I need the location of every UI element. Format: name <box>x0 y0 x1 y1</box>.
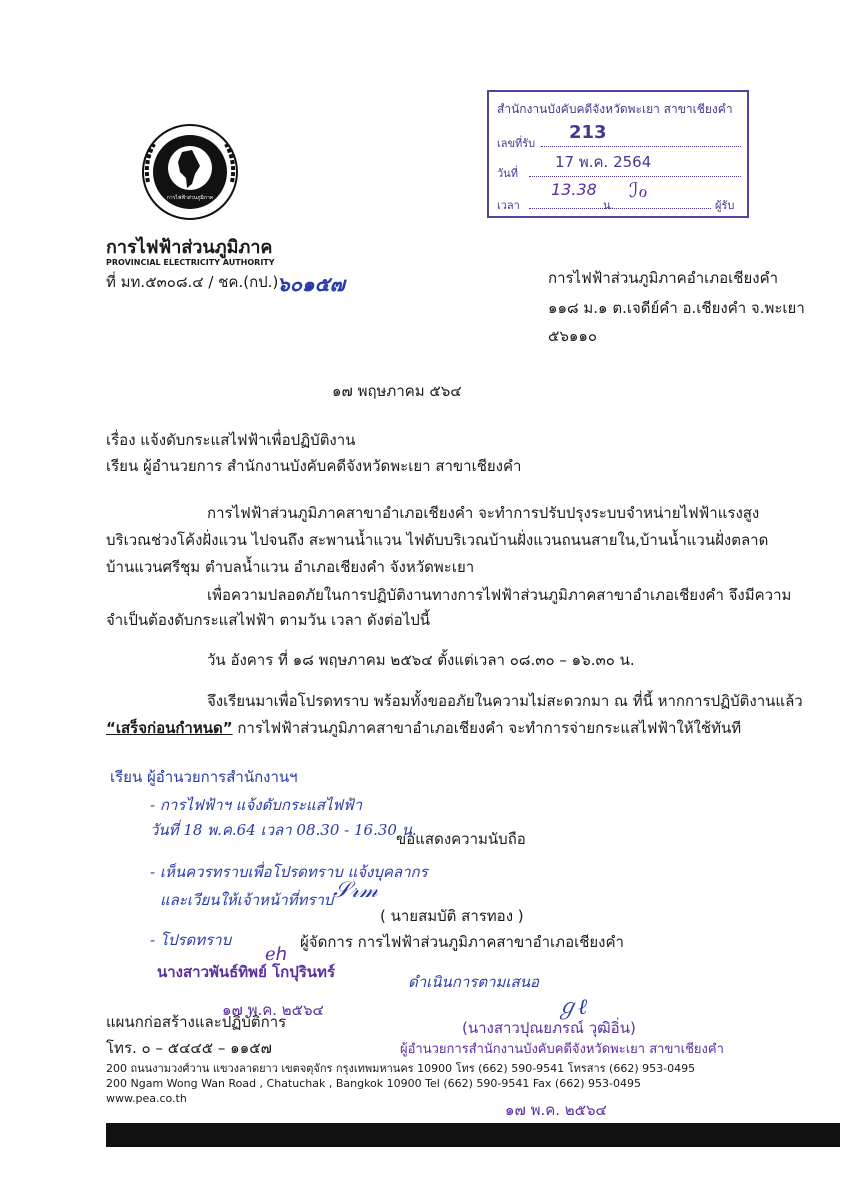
body-p1-line1: การไฟฟ้าส่วนภูมิภาคสาขาอำเภอเชียงคำ จะทำการปรับปรุงระบบจำหน่ายไฟฟ้าแรงสูง <box>207 504 760 522</box>
director-date-stamp: ๑๗ พ.ค. ๒๕๖๔ <box>505 1101 607 1119</box>
stamp-date-value: 17 พ.ค. 2564 <box>555 153 652 171</box>
outage-schedule: วัน อังคาร ที่ ๑๘ พฤษภาคม ๒๕๖๔ ตั้งแต่เวลา ๐๘.๓๐ – ๑๖.๓๐ น. <box>207 651 635 669</box>
footer-website: www.pea.co.th <box>106 1092 187 1105</box>
department: แผนกก่อสร้างและปฏิบัติการ <box>106 1013 287 1031</box>
letter-recipient: เรียน ผู้อำนวยการ สำนักงานบังคับคดีจังหวัดพะเยา สาขาเชียงคำ <box>106 457 522 475</box>
footer-address-english: 200 Ngam Wong Wan Road , Chatuchak , Bangkok 10900 Tel (662) 590-9541 Fax (662) 953-0495 <box>106 1077 641 1090</box>
stamp-recv-value: 213 <box>569 122 607 143</box>
org-name-english: PROVINCIAL ELECTRICITY AUTHORITY <box>106 258 275 267</box>
receipt-stamp <box>487 90 749 218</box>
handwritten-note-5: - โปรดทราบ <box>150 931 232 949</box>
footer-bar <box>106 1123 840 1147</box>
sender-line-1: การไฟฟ้าส่วนภูมิภาคอำเภอเชียงคำ <box>548 269 779 287</box>
body-p1-line3: บ้านแวนศรีชุม ตำบลน้ำแวน อำเภอเชียงคำ จังหวัดพะเยา <box>106 558 475 576</box>
org-name-thai: การไฟฟ้าส่วนภูมิภาค <box>106 237 273 258</box>
handwritten-note-4: และเวียนให้เจ้าหน้าที่ทราบ <box>160 891 334 909</box>
pea-logo <box>140 122 240 222</box>
early-finish-emphasis: “เสร็จก่อนกำหนด” <box>106 719 233 737</box>
signer-position: ผู้จัดการ การไฟฟ้าส่วนภูมิภาคสาขาอำเภอเชียงคำ <box>300 933 624 951</box>
body-p2-line2: จำเป็นต้องดับกระแสไฟฟ้า ตามวัน เวลา ดังต่อไปนี้ <box>106 611 431 629</box>
letter-date: ๑๗ พฤษภาคม ๕๖๔ <box>332 382 462 400</box>
handwritten-note-1: - การไฟฟ้าฯ แจ้งดับกระแสไฟฟ้า <box>150 796 363 814</box>
sender-line-2: ๑๑๘ ม.๑ ต.เจดีย์คำ อ.เชียงคำ จ.พะเยา <box>548 299 805 317</box>
director-position: ผู้อำนวยการสำนักงานบังคับคดีจังหวัดพะเยา สาขาเชียงคำ <box>400 1042 724 1057</box>
signer-name: ( นายสมบัติ สารทอง ) <box>380 907 524 925</box>
body-p3-line2-rest: การไฟฟ้าส่วนภูมิภาคสาขาอำเภอเชียงคำ จะทำการจ่ายกระแสไฟฟ้าให้ใช้ทันที <box>232 719 742 737</box>
director-signature: ℊℓ <box>556 995 588 1020</box>
clerk-signature: ℯℎ <box>265 944 288 965</box>
closing-regards: ขอแสดงความนับถือ <box>396 830 526 848</box>
letter-subject: เรื่อง แจ้งดับกระแสไฟฟ้าเพื่อปฏิบัติงาน <box>106 431 356 449</box>
stamp-time-unit: น. <box>603 199 615 212</box>
body-p3-line1: จึงเรียนมาเพื่อโปรดทราบ พร้อมทั้งขออภัยในความไม่สะดวกมา ณ ที่นี้ หากการปฏิบัติงานแล้ว <box>207 692 803 710</box>
stamp-time-value: 13.38 <box>551 180 597 199</box>
stamp-date-label: วันที่ <box>497 167 518 180</box>
body-p1-line2: บริเวณช่วงโค้งฝั่งแวน ไปจนถึง สะพานน้ำแวน ไฟดับบริเวณบ้านฝั่งแวนถนนสายใน,บ้านน้ำแวนฝั่งตลาด <box>106 531 769 549</box>
reference-number-handwritten: ๖๐๑๕๗ <box>277 272 345 296</box>
stamp-receiver-label: ผู้รับ <box>715 199 735 212</box>
phone-number: โทร. ๐ – ๕๔๔๕ – ๑๑๕๗ <box>106 1039 272 1057</box>
stamp-time-label: เวลา <box>497 199 520 212</box>
handwritten-salutation: เรียน ผู้อำนวยการสำนักงานฯ <box>110 768 298 786</box>
body-p3-line2 <box>106 718 741 738</box>
handwritten-note-3: - เห็นควรทราบเพื่อโปรดทราบ แจ้งบุคลากร <box>150 863 428 881</box>
handwritten-note-2: วันที่ 18 พ.ค.64 เวลา 08.30 - 16.30 น. <box>150 821 417 839</box>
logo-text: การไฟฟ้าส่วนภูมิภาค <box>166 195 214 201</box>
director-action-note: ดำเนินการตามเสนอ <box>408 973 539 991</box>
clerk-date-stamp: ๑๗ พ.ค. ๒๕๖๔ <box>222 1001 324 1019</box>
director-name: (นางสาวปุณยภรณ์ วุฒิอิ่น) <box>462 1019 636 1037</box>
stamp-receiver-signature: ℐℴ <box>629 178 648 202</box>
body-p2-line1: เพื่อความปลอดภัยในการปฏิบัติงานทางการไฟฟ้าส่วนภูมิภาคสาขาอำเภอเชียงคำ จึงมีความ <box>207 586 792 604</box>
reference-number: ที่ มท.๕๓๐๘.๔ / ชค.(กป.) <box>106 273 279 291</box>
footer-address-thai: 200 ถนนงามวงศ์วาน แขวงลาดยาว เขตจตุจักร กรุงเทพมหานคร 10900 โทร (662) 590-9541 โทรสาร (662) 953-0495 <box>106 1062 696 1075</box>
sender-line-3: ๕๖๑๑๐ <box>548 327 598 345</box>
stamp-recv-label: เลขที่รับ <box>497 137 536 150</box>
clerk-name-stamp: นางสาวพันธ์ทิพย์ โกปุรินทร์ <box>157 963 336 981</box>
handwritten-initials: 𝒮𝓇𝓂 <box>333 878 378 903</box>
stamp-office: สำนักงานบังคับคดีจังหวัดพะเยา สาขาเชียงคำ <box>497 102 733 116</box>
